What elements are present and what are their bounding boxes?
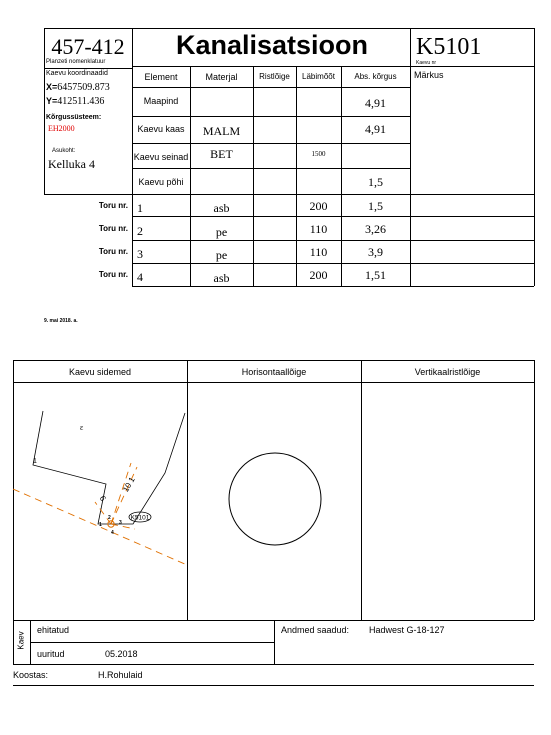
pipe-nr: 4	[137, 270, 143, 284]
sketch-label-epsilon: ε	[80, 423, 84, 432]
pipe-diameter: 200	[309, 199, 328, 213]
row-element: Kaevu kaas	[137, 124, 185, 134]
horizontal-section-drawing	[188, 383, 360, 619]
footer-compiled-value: H.Rohulaid	[98, 670, 143, 680]
panel-title-vertical: Vertikaalristlõige	[414, 367, 481, 377]
sketch-label-10-1: 10 1	[121, 475, 137, 494]
pipe-label: Toru nr.	[98, 224, 128, 233]
pipe-label: Toru nr.	[98, 270, 128, 279]
coordinate-x-value: 6457509.873	[57, 82, 110, 93]
height-system-label: Kõrgussüsteem:	[46, 114, 102, 121]
footer-compiled-label: Koostas:	[13, 670, 49, 680]
footer-source-label: Andmed saadud:	[281, 625, 350, 635]
pipe-marker-2: 2	[108, 515, 111, 521]
col-abs-height: Abs. kõrgus	[354, 72, 397, 81]
pipe-marker-1: 1	[99, 522, 102, 528]
col-element: Element	[144, 72, 178, 82]
row-element: Kaevu seinad	[133, 152, 189, 162]
coordinate-x	[46, 82, 110, 93]
coordinate-y-label: Y=	[46, 96, 58, 106]
footer-surveyed-label: uuritud	[37, 649, 65, 659]
coordinate-y	[46, 96, 104, 107]
sketch-label-6: 6	[97, 494, 108, 503]
sketch-label-1: 1	[33, 458, 37, 465]
coordinates-label: Kaevu koordinaadid	[46, 70, 108, 77]
panel-title-connections: Kaevu sidemed	[68, 367, 132, 377]
col-notes: Märkus	[414, 70, 444, 80]
pipe-abs-height: 3,9	[368, 245, 383, 259]
well-caption: Kaevu nr	[416, 60, 437, 66]
pipe-nr: 1	[137, 201, 143, 215]
pipe-abs-height: 1,51	[365, 268, 386, 282]
footer-surveyed-value: 05.2018	[105, 649, 138, 659]
pipe-marker-4: 4	[111, 530, 114, 536]
pipe-abs-height: 1,5	[368, 199, 383, 213]
row-material: MALM	[202, 124, 241, 138]
pipe-diameter: 200	[309, 268, 328, 282]
pipe-nr: 3	[137, 247, 143, 261]
row-element: Kaevu põhi	[138, 177, 184, 187]
pipe-diameter: 110	[309, 245, 328, 259]
row-abs-height: 4,91	[365, 96, 386, 110]
height-system-value: EH2000	[48, 124, 75, 133]
row-abs-height: 4,91	[365, 122, 386, 136]
pipe-material: pe	[215, 248, 228, 262]
document-date: 9. mai 2018. a.	[44, 318, 78, 324]
pipe-material: asb	[213, 201, 230, 215]
panel-title-horizontal: Horisontaallõige	[241, 367, 307, 377]
col-diameter: Läbimõõt	[302, 72, 335, 81]
footer-source-value: Hadwest G-18-127	[369, 625, 445, 635]
footer-side-label: Kaev	[16, 631, 26, 650]
pipe-material: pe	[215, 225, 228, 239]
sheet-caption: Planzeti nomenklatuur	[46, 59, 106, 65]
pipe-marker-3: 3	[119, 520, 122, 526]
pipe-diameter: 110	[309, 222, 328, 236]
row-abs-height: 1,5	[368, 175, 383, 189]
well-id: K5101	[416, 34, 482, 60]
location-value: Kelluka 4	[48, 157, 95, 171]
well-label: K5101	[130, 514, 150, 522]
footer-built-label: ehitatud	[37, 625, 70, 635]
sheet-number: 457-412	[51, 34, 125, 59]
col-cross-section: Ristlõige	[259, 72, 290, 81]
coordinate-y-value: 412511.436	[57, 96, 105, 107]
pipe-abs-height: 3,26	[365, 222, 386, 236]
pipe-label: Toru nr.	[98, 247, 128, 256]
location-label: Asukoht:	[52, 148, 76, 154]
well-cross-section-circle	[229, 453, 321, 545]
pipe-material: asb	[213, 271, 230, 285]
pipe-nr: 2	[137, 224, 143, 238]
coordinate-x-label: X=	[46, 82, 58, 92]
row-material: BET	[210, 147, 233, 161]
pipe-label: Toru nr.	[98, 201, 128, 210]
row-element: Maapind	[143, 96, 179, 106]
page-title: Kanalisatsioon	[175, 30, 369, 60]
row-diameter: 1500	[311, 150, 326, 158]
connections-sketch	[13, 383, 187, 620]
col-material: Materjal	[205, 72, 238, 82]
